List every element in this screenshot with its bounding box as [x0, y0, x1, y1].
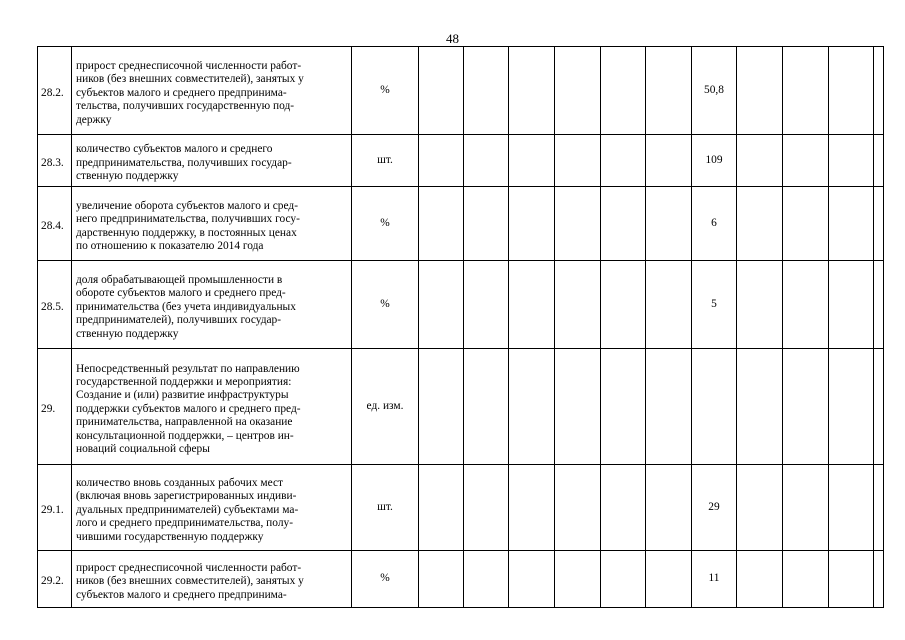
empty-cell	[464, 187, 509, 261]
description-line: принимательства (без учета индивидуальных	[76, 300, 296, 313]
empty-cell	[737, 551, 783, 608]
table-row	[38, 261, 884, 349]
description-line: количество субъектов малого и среднего	[76, 143, 273, 156]
unit-of-measure: %	[352, 261, 419, 349]
empty-cell	[555, 551, 601, 608]
empty-cell	[555, 261, 601, 349]
empty-cell	[874, 261, 884, 349]
empty-cell	[419, 551, 464, 608]
description-line: держку	[76, 113, 112, 126]
empty-cell	[555, 187, 601, 261]
table-row	[38, 349, 884, 465]
empty-cell	[601, 47, 646, 135]
indicator-value: 11	[692, 551, 737, 608]
description-line: консультационной поддержки, – центров ин-	[76, 429, 294, 442]
row-number: 28.2.	[38, 47, 72, 135]
empty-cell	[783, 135, 829, 187]
empty-cell	[783, 551, 829, 608]
description-line: прирост среднесписочной численности работ-	[76, 59, 302, 72]
empty-cell	[464, 465, 509, 551]
empty-cell	[829, 465, 874, 551]
empty-cell	[509, 135, 555, 187]
empty-cell	[509, 47, 555, 135]
empty-cell	[829, 47, 874, 135]
empty-cell	[464, 349, 509, 465]
indicator-value: 5	[692, 261, 737, 349]
indicator-value: 50,8	[692, 47, 737, 135]
description-line: поддержки субъектов малого и среднего пред-	[76, 402, 301, 415]
description-line: ственную поддержку	[76, 327, 179, 340]
empty-cell	[646, 261, 692, 349]
description-line: доля обрабатывающей промышленности в	[76, 273, 283, 286]
empty-cell	[874, 135, 884, 187]
empty-cell	[464, 551, 509, 608]
description-line: прирост среднесписочной численности работ-	[76, 561, 302, 574]
empty-cell	[829, 261, 874, 349]
row-number: 29.2.	[38, 551, 72, 608]
empty-cell	[829, 135, 874, 187]
description-line: увеличение оборота субъектов малого и сред-	[76, 199, 298, 212]
empty-cell	[601, 135, 646, 187]
indicator-value	[692, 349, 737, 465]
empty-cell	[829, 187, 874, 261]
description-line: чившими государственную поддержку	[76, 530, 264, 543]
unit-of-measure: %	[352, 187, 419, 261]
description-line: ников (без внешних совместителей), занятых у	[76, 575, 304, 588]
table-row	[38, 187, 884, 261]
empty-cell	[419, 187, 464, 261]
table-row	[38, 465, 884, 551]
description-line: лого и среднего предпринимательства, полу-	[76, 517, 293, 530]
table-row	[38, 47, 884, 135]
empty-cell	[419, 349, 464, 465]
row-number: 28.4.	[38, 187, 72, 261]
empty-cell	[419, 47, 464, 135]
description-line: новаций социальной сферы	[76, 443, 210, 456]
empty-cell	[464, 261, 509, 349]
empty-cell	[783, 465, 829, 551]
description-line: предпринимательства, получивших государ-	[76, 156, 292, 169]
empty-cell	[509, 349, 555, 465]
description-line: (включая вновь зарегистрированных индиви-	[76, 490, 297, 503]
empty-cell	[555, 465, 601, 551]
description-line: него предпринимательства, получивших госу-	[76, 213, 300, 226]
empty-cell	[783, 261, 829, 349]
empty-cell	[737, 261, 783, 349]
description-line: количество вновь созданных рабочих мест	[76, 476, 283, 489]
unit-of-measure: шт.	[352, 465, 419, 551]
empty-cell	[646, 187, 692, 261]
description-line: субъектов малого и среднего предпринима-	[76, 588, 287, 601]
unit-of-measure: %	[352, 47, 419, 135]
row-number: 28.3.	[38, 135, 72, 187]
empty-cell	[737, 349, 783, 465]
empty-cell	[555, 349, 601, 465]
description-line: субъектов малого и среднего предпринима-	[76, 86, 287, 99]
description-line: дарственную поддержку, в постоянных ценах	[76, 226, 297, 239]
description-line: обороте субъектов малого и среднего пред-	[76, 287, 286, 300]
empty-cell	[601, 187, 646, 261]
empty-cell	[646, 465, 692, 551]
empty-cell	[829, 349, 874, 465]
empty-cell	[646, 349, 692, 465]
empty-cell	[737, 465, 783, 551]
empty-cell	[874, 465, 884, 551]
empty-cell	[874, 47, 884, 135]
indicator-description	[72, 135, 352, 187]
indicator-value: 29	[692, 465, 737, 551]
description-line: предпринимателей), получивших государ-	[76, 314, 282, 327]
empty-cell	[601, 349, 646, 465]
empty-cell	[646, 551, 692, 608]
empty-cell	[829, 551, 874, 608]
empty-cell	[509, 187, 555, 261]
empty-cell	[464, 135, 509, 187]
indicator-description	[72, 261, 352, 349]
empty-cell	[737, 47, 783, 135]
empty-cell	[509, 551, 555, 608]
empty-cell	[419, 135, 464, 187]
indicators-table	[37, 46, 884, 608]
empty-cell	[737, 187, 783, 261]
indicator-description	[72, 47, 352, 135]
indicator-description	[72, 349, 352, 465]
empty-cell	[555, 135, 601, 187]
description-line: дуальных предпринимателей) субъектами ма-	[76, 503, 299, 516]
description-line: принимательства, направленной на оказание	[76, 416, 293, 429]
empty-cell	[783, 187, 829, 261]
empty-cell	[783, 349, 829, 465]
row-number: 29.	[38, 349, 72, 465]
empty-cell	[419, 465, 464, 551]
empty-cell	[646, 47, 692, 135]
page-number: 48	[446, 31, 459, 46]
unit-of-measure: %	[352, 551, 419, 608]
empty-cell	[601, 465, 646, 551]
empty-cell	[646, 135, 692, 187]
table-row	[38, 551, 884, 608]
unit-of-measure: шт.	[352, 135, 419, 187]
indicator-description	[72, 465, 352, 551]
empty-cell	[783, 47, 829, 135]
empty-cell	[874, 187, 884, 261]
empty-cell	[464, 47, 509, 135]
unit-of-measure: ед. изм.	[352, 349, 419, 465]
description-line: государственной поддержки и мероприятия:	[76, 375, 292, 388]
empty-cell	[555, 47, 601, 135]
row-number: 29.1.	[38, 465, 72, 551]
empty-cell	[874, 349, 884, 465]
description-line: ников (без внешних совместителей), занятых у	[76, 73, 304, 86]
empty-cell	[509, 261, 555, 349]
indicator-value: 109	[692, 135, 737, 187]
description-line: по отношению к показателю 2014 года	[76, 239, 264, 252]
table-row	[38, 135, 884, 187]
empty-cell	[509, 465, 555, 551]
empty-cell	[737, 135, 783, 187]
empty-cell	[601, 551, 646, 608]
indicator-value: 6	[692, 187, 737, 261]
row-number: 28.5.	[38, 261, 72, 349]
empty-cell	[601, 261, 646, 349]
indicator-description	[72, 551, 352, 608]
empty-cell	[874, 551, 884, 608]
description-line: Непосредственный результат по направлению	[76, 362, 300, 375]
indicator-description	[72, 187, 352, 261]
empty-cell	[419, 261, 464, 349]
description-line: ственную поддержку	[76, 170, 179, 183]
description-line: тельства, получивших государственную под-	[76, 100, 295, 113]
description-line: Создание и (или) развитие инфраструктуры	[76, 389, 289, 402]
